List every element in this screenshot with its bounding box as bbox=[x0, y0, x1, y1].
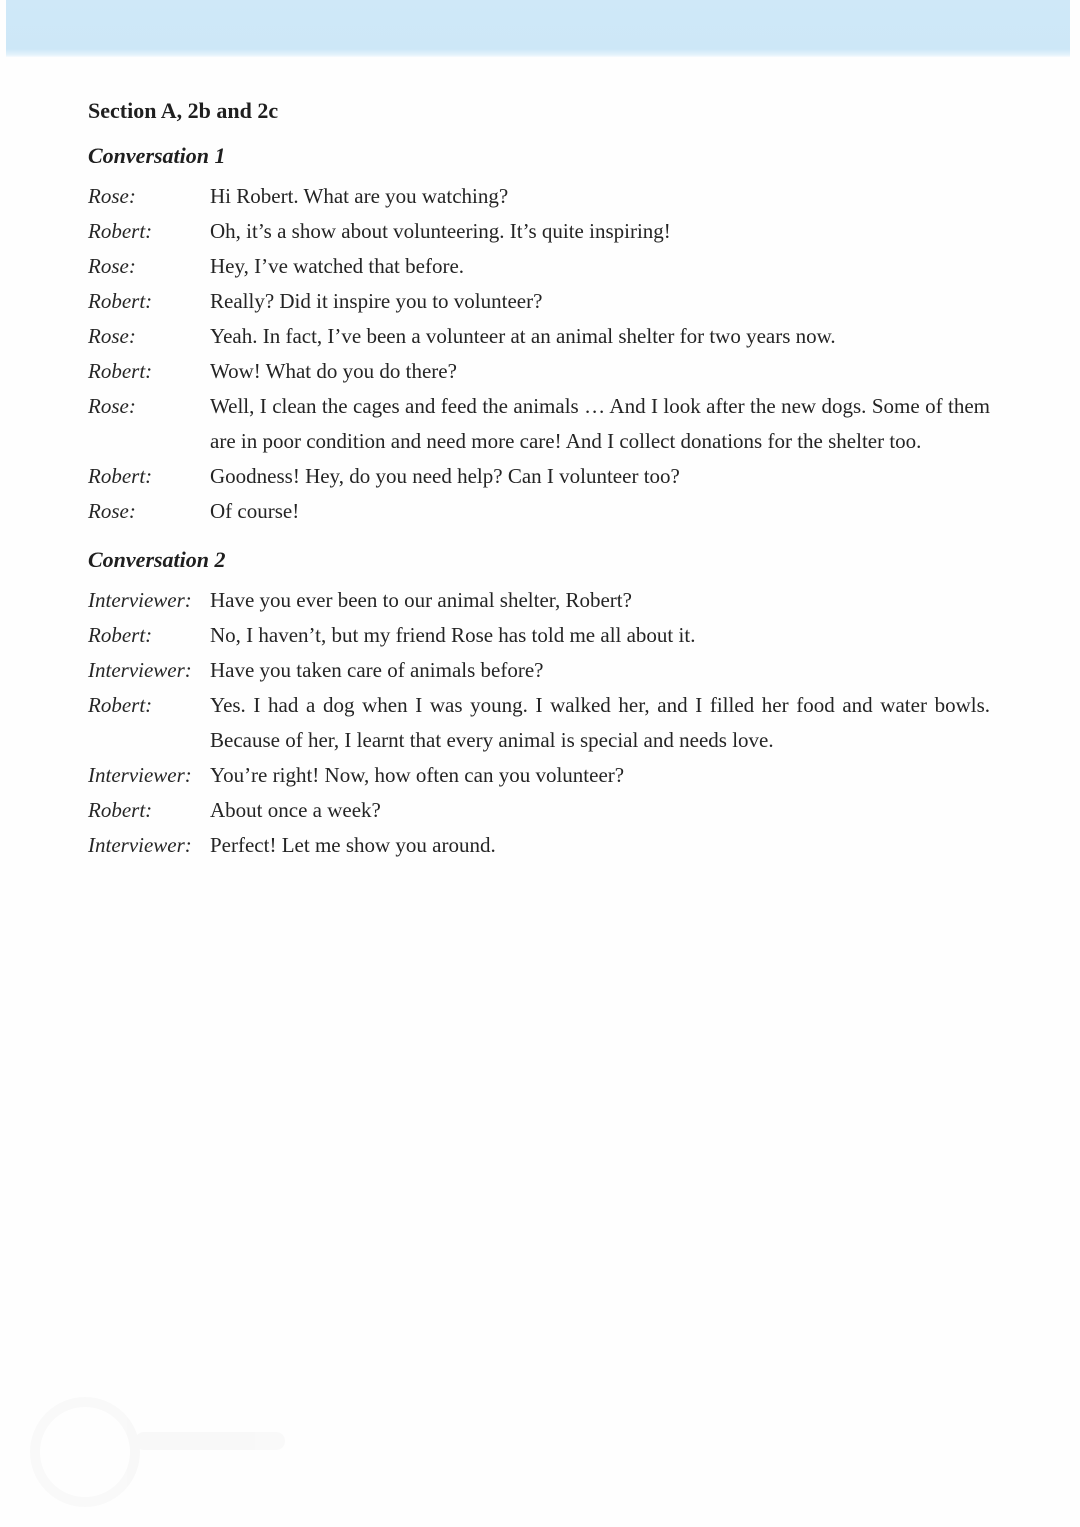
dialogue-text: Have you taken care of animals before? bbox=[210, 658, 544, 682]
speaker-name: Robert: bbox=[88, 464, 153, 488]
section-heading: Section A, 2b and 2c bbox=[88, 98, 279, 123]
dialogue-text: Have you ever been to our animal shelter, Robert? bbox=[210, 588, 632, 612]
dialogue-line bbox=[88, 583, 990, 618]
speaker-name: Rose: bbox=[88, 184, 136, 208]
speaker-name: Interviewer: bbox=[88, 763, 192, 787]
dialogue-text: Wow! What do you do there? bbox=[210, 359, 457, 383]
speaker-name: Robert: bbox=[88, 693, 153, 717]
speaker-name: Rose: bbox=[88, 254, 136, 278]
speaker-name: Interviewer: bbox=[88, 588, 192, 612]
dialogue-text: Well, I clean the cages and feed the animals … And I look after the new dogs. Some of them are in poor condition and need more care! And I collect donations for the shelter too. bbox=[210, 394, 990, 453]
dialogue-text: Hey, I’ve watched that before. bbox=[210, 254, 465, 278]
dialogue-text: Yeah. In fact, I’ve been a volunteer at an animal shelter for two years now. bbox=[210, 324, 836, 348]
dialogue-line bbox=[88, 319, 990, 354]
watermark-mark bbox=[30, 1397, 140, 1507]
speaker-name: Rose: bbox=[88, 394, 136, 418]
speaker-name: Robert: bbox=[88, 289, 153, 313]
speaker-name: Robert: bbox=[88, 798, 153, 822]
dialogue-line bbox=[88, 249, 990, 284]
watermark-mark bbox=[135, 1432, 285, 1450]
dialogue-text: Goodness! Hey, do you need help? Can I volunteer too? bbox=[210, 464, 680, 488]
dialogue-text: Oh, it’s a show about volunteering. It’s quite inspiring! bbox=[210, 219, 671, 243]
speaker-name: Rose: bbox=[88, 499, 136, 523]
dialogue-text: Perfect! Let me show you around. bbox=[210, 833, 496, 857]
dialogue-text: Really? Did it inspire you to volunteer? bbox=[210, 289, 543, 313]
dialogue-line bbox=[88, 758, 990, 793]
conversations bbox=[88, 141, 990, 863]
speaker-name: Robert: bbox=[88, 359, 153, 383]
speaker-name: Interviewer: bbox=[88, 658, 192, 682]
dialogue-text: You’re right! Now, how often can you volunteer? bbox=[210, 763, 625, 787]
speaker-name: Rose: bbox=[88, 324, 136, 348]
conversation-block bbox=[88, 141, 990, 529]
dialogue-line bbox=[88, 179, 990, 214]
dialogue-line bbox=[88, 688, 990, 758]
dialogue-line bbox=[88, 354, 990, 389]
dialogue-text: Yes. I had a dog when I was young. I walked her, and I filled her food and water bowls. Because of her, I learnt that every animal is special and needs love. bbox=[210, 693, 990, 752]
dialogue-line bbox=[88, 459, 990, 494]
conversation-title: Conversation 1 bbox=[88, 143, 226, 168]
dialogue-line bbox=[88, 828, 990, 863]
conversation-block bbox=[88, 545, 990, 863]
dialogue-text: About once a week? bbox=[210, 798, 381, 822]
dialogue-text: Of course! bbox=[210, 499, 300, 523]
dialogue-line bbox=[88, 793, 990, 828]
speaker-name: Interviewer: bbox=[88, 833, 192, 857]
dialogue-line bbox=[88, 653, 990, 688]
conversation-title: Conversation 2 bbox=[88, 547, 226, 572]
dialogue-line bbox=[88, 389, 990, 459]
faint-watermark bbox=[20, 1387, 300, 1497]
dialogue-text: No, I haven’t, but my friend Rose has told me all about it. bbox=[210, 623, 696, 647]
speaker-name: Robert: bbox=[88, 219, 153, 243]
dialogue-line bbox=[88, 618, 990, 653]
dialogue-text: Hi Robert. What are you watching? bbox=[210, 184, 509, 208]
speaker-name: Robert: bbox=[88, 623, 153, 647]
dialogue-line bbox=[88, 494, 990, 529]
dialogue-line bbox=[88, 214, 990, 249]
dialogue-line bbox=[88, 284, 990, 319]
